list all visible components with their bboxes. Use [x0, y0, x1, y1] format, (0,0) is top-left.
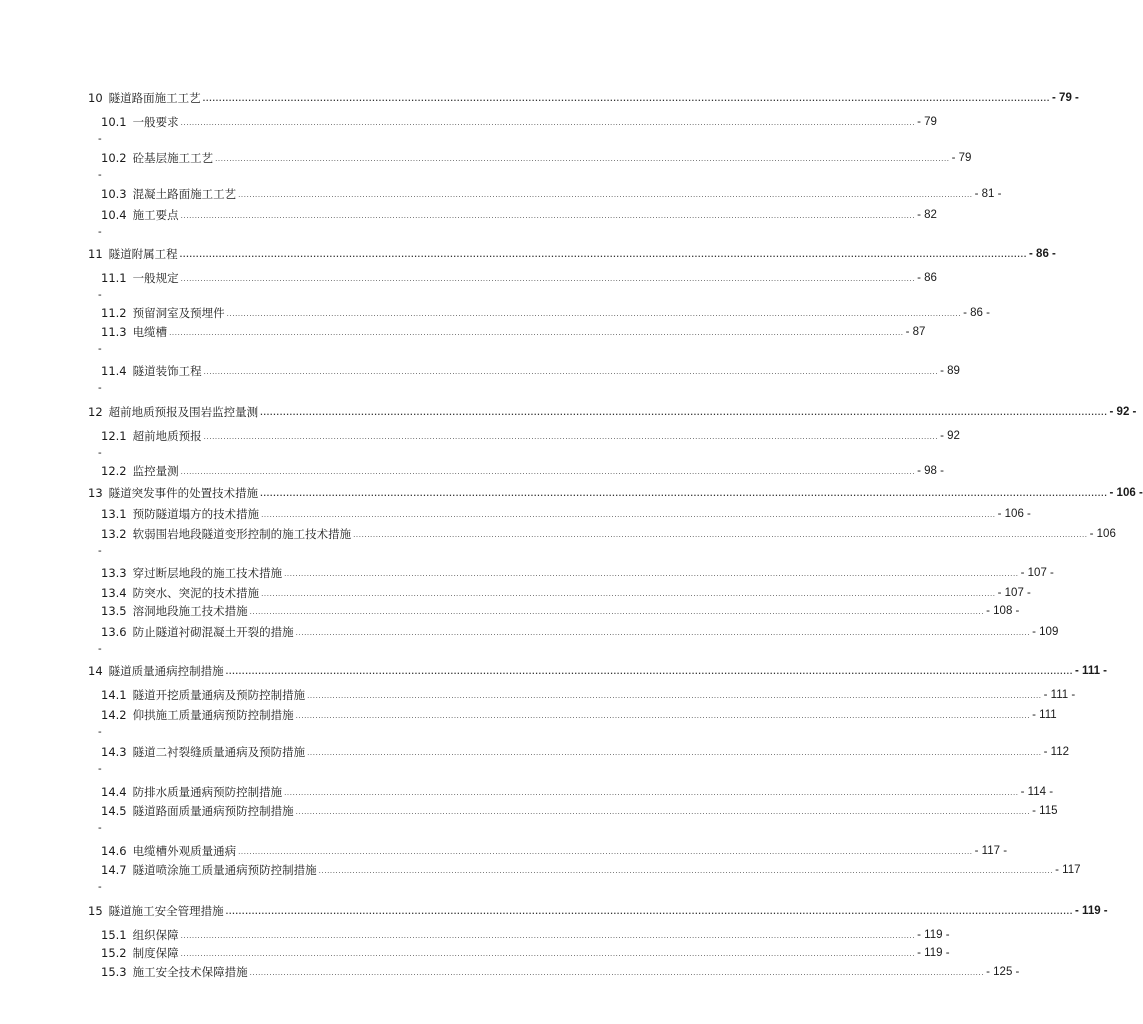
toc-entry-number: 11.3 — [101, 325, 127, 339]
toc-entry-title: 砼基层施工工艺 — [132, 151, 214, 165]
toc-entry-title: 施工安全技术保障措施 — [132, 965, 248, 979]
toc-entry-title: 软弱围岩地段隧道变形控制的施工技术措施 — [132, 527, 352, 541]
toc-section-entry[interactable] — [101, 625, 1059, 639]
toc-entry-number: 13.2 — [101, 527, 127, 541]
toc-section-entry[interactable] — [101, 586, 1031, 600]
toc-wrapped-dash: - — [98, 643, 102, 655]
toc-entry-page: - 92 — [940, 430, 960, 442]
toc-entry-number: 15.3 — [101, 965, 127, 979]
toc-leader-dots: .................................................................................................................................................................................................................................................................... — [180, 275, 916, 283]
toc-leader-dots: .................................................................................................................................................................................................................................................................... — [169, 329, 904, 337]
toc-section-entry[interactable] — [101, 325, 926, 339]
toc-leader-dots: .................................................................................................................................................................................................................................................................... — [215, 155, 950, 163]
toc-wrapped-dash: - — [98, 881, 102, 893]
toc-chapter-entry[interactable] — [88, 486, 1143, 500]
toc-entry-title: 仰拱施工质量通病预防控制措施 — [132, 708, 294, 722]
toc-leader-dots: .................................................................................................................................................................................................................................................................... — [226, 310, 962, 318]
toc-leader-dots: .................................................................................................................................................................................................................................................................... — [180, 468, 916, 476]
toc-entry-number: 13.4 — [101, 586, 127, 600]
toc-entry-number: 12.1 — [101, 429, 127, 443]
toc-leader-dots: .................................................................................................................................................................................................................................................................... — [353, 531, 1088, 539]
toc-leader-dots: .................................................................................................................................................................................................................................................................... — [180, 119, 916, 127]
toc-section-entry[interactable] — [101, 965, 1020, 979]
toc-entry-number: 11.4 — [101, 364, 127, 378]
toc-wrapped-dash: - — [98, 447, 102, 459]
toc-leader-dots: .................................................................................................................................................................................................................................................................... — [284, 789, 1019, 797]
toc-entry-title: 一般要求 — [132, 115, 179, 129]
toc-leader-dots: .................................................................................................................................................................................................................................................................... — [295, 712, 1031, 720]
toc-chapter-entry[interactable] — [88, 904, 1108, 918]
toc-leader-dots: .................................................................................................................................................................................................................................................................... — [249, 969, 985, 977]
toc-leader-dots: .................................................................................................................................................................................................................................................................... — [202, 95, 1051, 103]
toc-entry-number: 15.2 — [101, 946, 127, 960]
toc-entry-page: - 87 — [905, 326, 926, 338]
toc-entry-page: - 92 - — [1109, 406, 1137, 418]
toc-wrapped-dash: - — [98, 822, 102, 834]
toc-entry-number: 13.1 — [101, 507, 127, 521]
toc-entry-page: - 79 — [951, 152, 972, 164]
toc-leader-dots: .................................................................................................................................................................................................................................................................... — [307, 692, 1042, 700]
toc-section-entry[interactable] — [101, 464, 944, 478]
toc-section-entry[interactable] — [101, 364, 960, 378]
toc-entry-page: - 111 - — [1075, 665, 1107, 677]
toc-entry-page: - 86 — [917, 272, 937, 284]
toc-section-entry[interactable] — [101, 785, 1054, 799]
toc-entry-page: - 98 - — [917, 465, 944, 477]
toc-entry-page: - 119 - — [1075, 905, 1108, 917]
toc-entry-title: 隧道开挖质量通病及预防控制措施 — [132, 688, 306, 702]
toc-entry-page: - 106 - — [1109, 487, 1143, 499]
toc-entry-page: - 112 — [1043, 746, 1069, 758]
toc-entry-number: 14 — [88, 664, 103, 678]
toc-entry-number: 14.1 — [101, 688, 127, 702]
toc-section-entry[interactable] — [101, 306, 990, 320]
toc-section-entry[interactable] — [101, 271, 937, 285]
toc-entry-title: 组织保障 — [132, 928, 179, 942]
toc-section-entry[interactable] — [101, 928, 950, 942]
toc-entry-number: 14.7 — [101, 863, 127, 877]
toc-entry-page: - 117 - — [974, 845, 1008, 857]
toc-entry-title: 制度保障 — [132, 946, 179, 960]
toc-entry-page: - 117 — [1055, 864, 1081, 876]
toc-leader-dots: .................................................................................................................................................................................................................................................................... — [260, 490, 1108, 498]
toc-leader-dots: .................................................................................................................................................................................................................................................................... — [260, 409, 1108, 417]
toc-entry-page: - 86 - — [963, 307, 990, 319]
toc-wrapped-dash: - — [98, 343, 102, 355]
toc-chapter-entry[interactable] — [88, 405, 1137, 419]
toc-entry-number: 10.3 — [101, 187, 127, 201]
toc-entry-title: 隧道施工安全管理措施 — [108, 904, 224, 918]
toc-chapter-entry[interactable] — [88, 91, 1079, 105]
toc-section-entry[interactable] — [101, 507, 1031, 521]
toc-entry-page: - 106 - — [997, 508, 1031, 520]
toc-wrapped-dash: - — [98, 726, 102, 738]
toc-entry-title: 隧道路面质量通病预防控制措施 — [132, 804, 294, 818]
toc-wrapped-dash: - — [98, 763, 102, 775]
toc-entry-page: - 119 - — [917, 947, 950, 959]
toc-entry-title: 溶洞地段施工技术措施 — [132, 604, 248, 618]
toc-entry-page: - 79 — [917, 116, 937, 128]
toc-entry-page: - 115 — [1032, 805, 1058, 817]
toc-entry-title: 穿过断层地段的施工技术措施 — [132, 566, 283, 580]
toc-section-entry[interactable] — [101, 688, 1076, 702]
toc-entry-page: - 114 - — [1020, 786, 1054, 798]
toc-section-entry[interactable] — [101, 527, 1116, 541]
toc-entry-title: 电缆槽外观质量通病 — [132, 844, 237, 858]
toc-entry-number: 13.5 — [101, 604, 127, 618]
toc-entry-title: 隧道突发事件的处置技术措施 — [108, 486, 259, 500]
toc-entry-number: 10.4 — [101, 208, 127, 222]
toc-entry-page: - 107 - — [1020, 567, 1054, 579]
toc-entry-title: 超前地质预报 — [132, 429, 202, 443]
toc-entry-title: 预防隧道塌方的技术措施 — [132, 507, 260, 521]
toc-entry-number: 11.2 — [101, 306, 127, 320]
toc-leader-dots: .................................................................................................................................................................................................................................................................... — [225, 908, 1074, 916]
toc-leader-dots: .................................................................................................................................................................................................................................................................... — [180, 950, 916, 958]
toc-leader-dots: .................................................................................................................................................................................................................................................................... — [238, 848, 973, 856]
toc-chapter-entry[interactable] — [88, 247, 1056, 261]
toc-section-entry[interactable] — [101, 745, 1069, 759]
toc-entry-number: 14.5 — [101, 804, 127, 818]
toc-leader-dots: .................................................................................................................................................................................................................................................................... — [307, 749, 1042, 757]
toc-leader-dots: .................................................................................................................................................................................................................................................................... — [249, 608, 985, 616]
toc-leader-dots: .................................................................................................................................................................................................................................................................... — [180, 212, 916, 220]
toc-entry-page: - 82 — [917, 209, 937, 221]
toc-entry-title: 隧道附属工程 — [108, 247, 178, 261]
toc-entry-number: 13 — [88, 486, 103, 500]
toc-entry-page: - 107 - — [997, 587, 1031, 599]
toc-section-entry[interactable] — [101, 151, 972, 165]
toc-entry-title: 隧道路面施工工艺 — [108, 91, 201, 105]
toc-entry-number: 14.3 — [101, 745, 127, 759]
toc-leader-dots: .................................................................................................................................................................................................................................................................... — [238, 191, 973, 199]
toc-entry-title: 一般规定 — [132, 271, 179, 285]
toc-entry-title: 施工要点 — [132, 208, 179, 222]
toc-entry-number: 10.1 — [101, 115, 127, 129]
toc-entry-title: 监控量测 — [132, 464, 179, 478]
toc-entry-number: 11.1 — [101, 271, 127, 285]
toc-entry-title: 防突水、突泥的技术措施 — [132, 586, 260, 600]
toc-wrapped-dash: - — [98, 382, 102, 394]
toc-leader-dots: .................................................................................................................................................................................................................................................................... — [203, 368, 939, 376]
toc-entry-title: 隧道质量通病控制措施 — [108, 664, 224, 678]
toc-leader-dots: .................................................................................................................................................................................................................................................................... — [225, 668, 1074, 676]
toc-leader-dots: .................................................................................................................................................................................................................................................................... — [295, 629, 1031, 637]
toc-chapter-entry[interactable] — [88, 664, 1107, 678]
toc-entry-page: - 81 - — [974, 188, 1002, 200]
toc-section-entry[interactable] — [101, 844, 1008, 858]
toc-wrapped-dash: - — [98, 289, 102, 301]
toc-entry-number: 12 — [88, 405, 103, 419]
toc-entry-title: 超前地质预报及围岩监控量测 — [108, 405, 259, 419]
toc-section-entry[interactable] — [101, 604, 1020, 618]
toc-entry-page: - 79 - — [1052, 92, 1079, 104]
toc-entry-title: 混凝土路面施工工艺 — [132, 187, 237, 201]
toc-entry-page: - 89 — [940, 365, 960, 377]
toc-leader-dots: .................................................................................................................................................................................................................................................................... — [203, 433, 939, 441]
toc-wrapped-dash: - — [98, 133, 102, 145]
toc-entry-page: - 108 - — [986, 605, 1020, 617]
toc-entry-number: 14.4 — [101, 785, 127, 799]
toc-section-entry[interactable] — [101, 804, 1058, 818]
toc-entry-number: 10.2 — [101, 151, 127, 165]
toc-entry-title: 防排水质量通病预防控制措施 — [132, 785, 283, 799]
toc-leader-dots: .................................................................................................................................................................................................................................................................... — [295, 808, 1031, 816]
toc-leader-dots: .................................................................................................................................................................................................................................................................... — [261, 590, 996, 598]
toc-section-entry[interactable] — [101, 208, 937, 222]
toc-wrapped-dash: - — [98, 226, 102, 238]
toc-entry-page: - 119 - — [917, 929, 950, 941]
toc-section-entry[interactable] — [101, 566, 1054, 580]
toc-wrapped-dash: - — [98, 545, 102, 557]
toc-entry-number: 10 — [88, 91, 103, 105]
toc-entry-page: - 109 — [1032, 626, 1059, 638]
toc-leader-dots: .................................................................................................................................................................................................................................................................... — [180, 932, 916, 940]
toc-section-entry[interactable] — [101, 708, 1057, 722]
toc-entry-number: 15.1 — [101, 928, 127, 942]
toc-entry-number: 13.6 — [101, 625, 127, 639]
toc-entry-page: - 125 - — [986, 966, 1020, 978]
toc-entry-number: 13.3 — [101, 566, 127, 580]
toc-entry-page: - 106 — [1089, 528, 1116, 540]
toc-section-entry[interactable] — [101, 863, 1081, 877]
toc-leader-dots: .................................................................................................................................................................................................................................................................... — [261, 511, 996, 519]
toc-entry-number: 11 — [88, 247, 103, 261]
toc-entry-page: - 111 - — [1043, 689, 1076, 701]
toc-entry-page: - 111 — [1032, 709, 1057, 721]
toc-leader-dots: .................................................................................................................................................................................................................................................................... — [284, 570, 1019, 578]
toc-entry-title: 预留洞室及预埋件 — [132, 306, 225, 320]
toc-entry-number: 15 — [88, 904, 103, 918]
toc-section-entry[interactable] — [101, 115, 937, 129]
toc-section-entry[interactable] — [101, 946, 950, 960]
toc-entry-number: 14.6 — [101, 844, 127, 858]
toc-section-entry[interactable] — [101, 187, 1002, 201]
toc-entry-number: 12.2 — [101, 464, 127, 478]
toc-entry-title: 隧道装饰工程 — [132, 364, 202, 378]
toc-wrapped-dash: - — [98, 169, 102, 181]
toc-entry-title: 防止隧道衬砌混凝土开裂的措施 — [132, 625, 294, 639]
toc-entry-page: - 86 - — [1029, 248, 1056, 260]
toc-leader-dots: .................................................................................................................................................................................................................................................................... — [318, 867, 1054, 875]
toc-entry-title: 隧道二衬裂缝质量通病及预防措施 — [132, 745, 306, 759]
toc-leader-dots: .................................................................................................................................................................................................................................................................... — [179, 251, 1028, 259]
toc-entry-title: 隧道喷涂施工质量通病预防控制措施 — [132, 863, 317, 877]
toc-entry-number: 14.2 — [101, 708, 127, 722]
toc-entry-title: 电缆槽 — [132, 325, 168, 339]
toc-section-entry[interactable] — [101, 429, 960, 443]
